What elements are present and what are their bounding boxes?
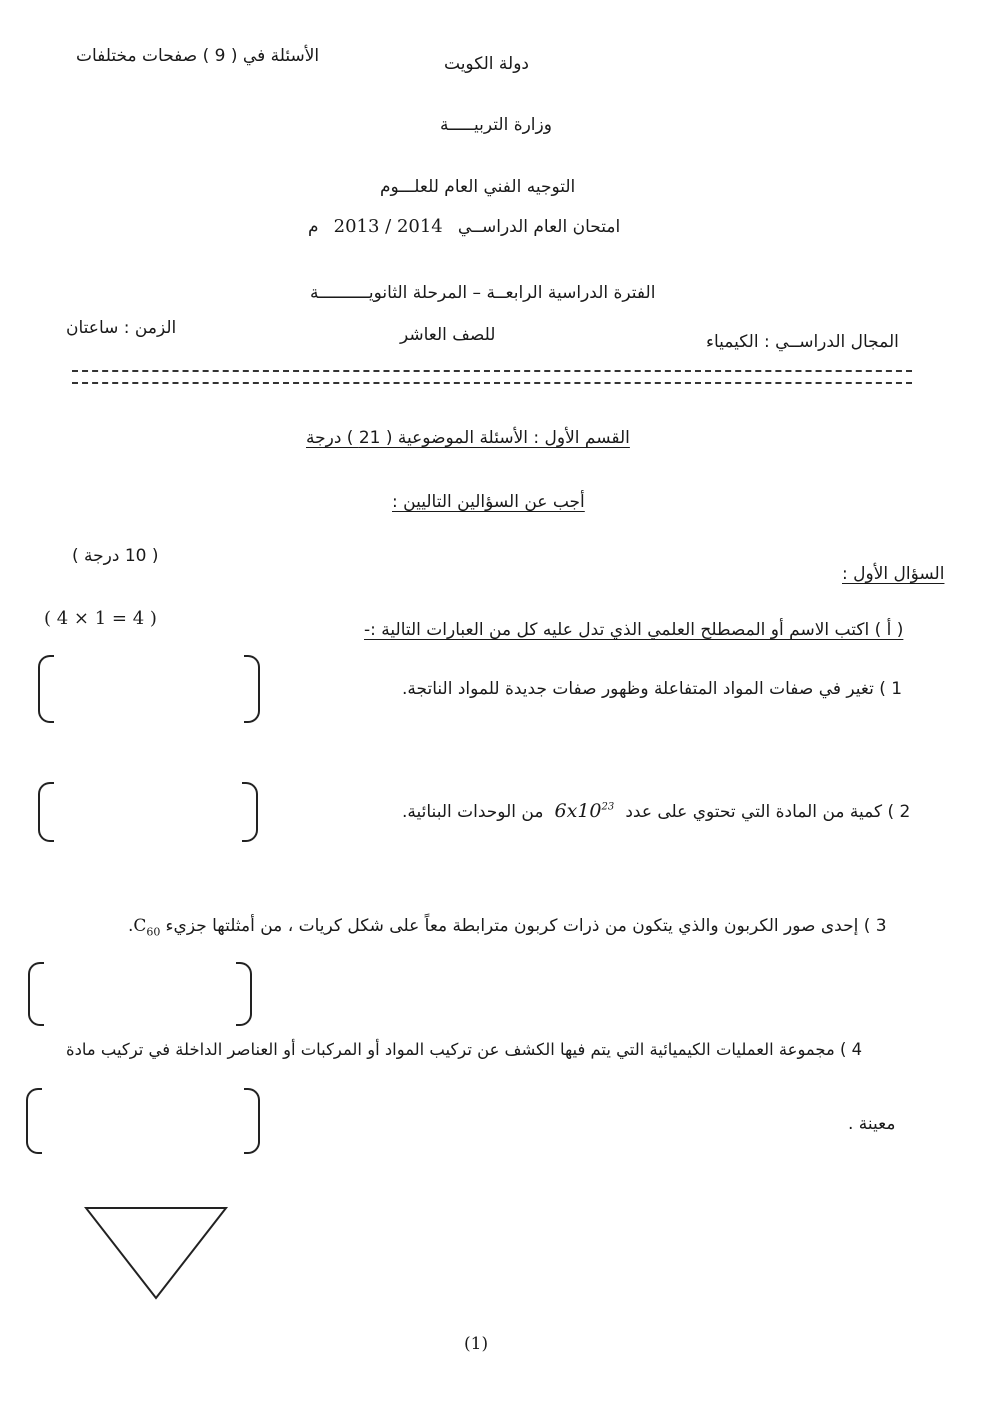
avogadro-number [555,800,615,822]
period-stage: الفترة الدراسية الرابعــة – المرحلة الثانويــــــــــة [310,283,656,303]
continue-triangle-icon [84,1206,230,1302]
pages-note: الأسئلة في ( 9 ) صفحات مختلفات [76,46,320,66]
avogadro-exponent: 23 [601,801,615,813]
question-item-3: 3 ) إحدى صور الكربون والذي يتكون من ذرات كربون مترابطة معاً على شكل كريات ، من أمثلتها جزيء $C_{60}$. [128,916,887,939]
academic-year: 2013 / 2014 [333,216,443,237]
header-divider-top [72,370,912,372]
answer-box-1[interactable] [38,655,260,723]
subject-field: المجال الدراســي : الكيمياء [706,332,899,352]
question-item-4-line1: 4 ) مجموعة العمليات الكيميائية التي يتم فيها الكشف عن تركيب المواد أو المركبات أو العناصر الداخلة في تركيب مادة [66,1040,863,1059]
section-title: القسم الأول : الأسئلة الموضوعية ( 21 ) درجة [306,428,630,448]
page-number: (1) [464,1334,489,1354]
item2-text-before: 2 ) كمية من المادة التي تحتوي على عدد [625,802,911,822]
answer-box-4[interactable] [26,1088,260,1154]
item3-text: 3 ) إحدى صور الكربون والذي يتكون من ذرات كربون مترابطة معاً على شكل كريات ، من أمثلتها جزيء [165,916,887,936]
part-a-marks: ( 4 × 1 = 4 ) [44,608,157,629]
ministry-name: وزارة التربيـــــة [440,115,552,135]
exam-title-line [308,218,620,236]
grade-level: للصف العاشر [400,325,496,345]
answer-box-3[interactable] [28,962,252,1026]
question-item-2 [402,802,910,821]
fullerene-formula: $C_{60}$ [133,916,161,939]
question-item-1: 1 ) تغير في صفات المواد المتفاعلة وظهور صفات جديدة للمواد الناتجة. [402,679,903,699]
question1-label: السؤال الأول : [842,564,945,584]
header-divider-bottom [72,382,912,384]
guidance-department: التوجيه الفني العام للعلـــوم [380,177,576,197]
year-suffix: م [308,217,319,237]
section-instruction: أجب عن السؤالين التاليين : [392,492,585,512]
question-item-4-line2: معينة . [848,1114,896,1134]
item2-text-after: من الوحدات البنائية. [402,802,544,822]
answer-box-2[interactable] [38,782,258,842]
exam-label: امتحان العام الدراســي [457,217,621,237]
part-a-instruction: ( أ ) اكتب الاسم أو المصطلح العلمي الذي تدل عليه كل من العبارات التالية :- [364,620,904,640]
question1-marks: ( 10 درجة ) [72,546,159,566]
avogadro-base: 6x10 [554,800,602,822]
exam-duration: الزمن : ساعتان [66,318,177,338]
country-name: دولة الكويت [444,54,529,74]
